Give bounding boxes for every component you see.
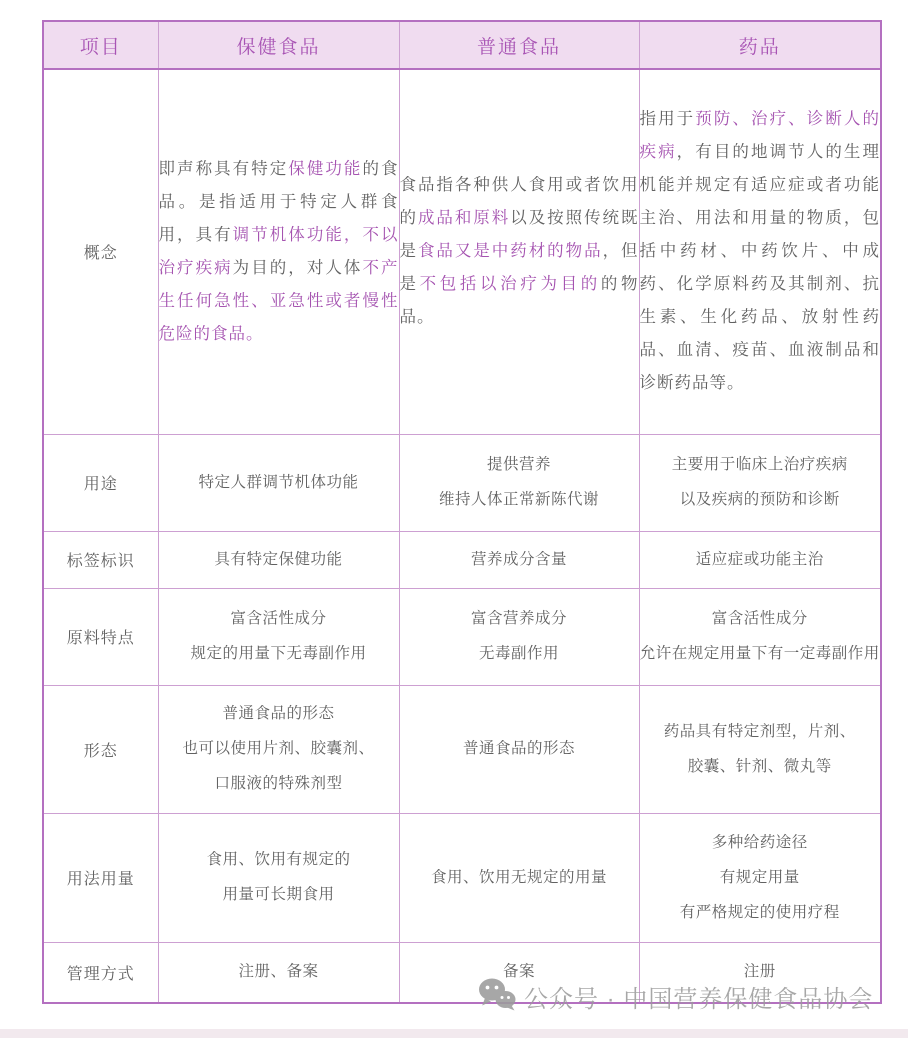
table-cell	[158, 531, 399, 588]
cell-line: 胶囊、针剂、微丸等	[687, 757, 832, 775]
highlighted-text: 食品又是中药材的物品	[417, 242, 603, 261]
cell-line: 多种给药途径	[711, 833, 808, 851]
cell-line: 口服液的特殊剂型	[214, 775, 343, 792]
cell-line: 富含活性成分	[230, 610, 327, 627]
table-cell	[399, 685, 639, 813]
highlighted-text: 不包括以治疗为目的	[419, 275, 601, 294]
table-cell	[158, 813, 399, 942]
cell-line: 具有特定保健功能	[214, 550, 343, 568]
cell-line: 主要用于临床上治疗疾病	[671, 456, 848, 473]
cell-text: ，有目的地调节人的生理机能并规定有适应症或者功能主治、用法和用量的物质，包括中药材、中药饮片、中成药、化学原料药及其制剂、抗生素、生化药品、放射性药品、血清、疫苗、血液制品和诊断药品等。	[639, 143, 881, 393]
cell-line: 食用、饮用有规定的	[206, 851, 351, 868]
cell-line: 允许在规定用量下有一定毒副作用	[639, 645, 880, 662]
cell-line: 药品具有特定剂型，片剂、	[663, 722, 856, 740]
row-label: 标签标识	[43, 531, 158, 588]
cell-line: 食用、饮用无规定的用量	[430, 868, 607, 886]
header-cell-1: 保健食品	[158, 21, 399, 69]
table-cell	[158, 942, 399, 1003]
cell-line: 维持人体正常新陈代谢	[438, 491, 599, 508]
highlighted-text: 不产生任何急性、亚急性或者慢性危险的食品。	[158, 258, 399, 343]
row-label: 用法用量	[43, 813, 158, 942]
header-row	[43, 21, 881, 69]
cell-line: 普通食品的形态	[222, 705, 335, 722]
table-row	[43, 813, 881, 942]
cell-line: 用量可长期食用	[222, 886, 335, 903]
table-row	[43, 685, 881, 813]
cell-line: 富含活性成分	[711, 610, 808, 627]
watermark-text: 公众号 · 中国营养保健食品协会	[524, 986, 874, 1013]
cell-text: 的食品。是指适用于特定人群食用，具有	[158, 159, 399, 244]
table-cell	[158, 434, 399, 531]
header-cell-2: 普通食品	[399, 21, 639, 69]
watermark	[478, 977, 873, 1016]
cell-text: ，但是	[399, 242, 639, 294]
cell-line: 有严格规定的使用疗程	[679, 903, 840, 921]
row-label: 原料特点	[43, 588, 158, 685]
cell-line: 特定人群调节机体功能	[198, 473, 359, 491]
row-label: 形态	[43, 685, 158, 813]
comparison-table	[42, 20, 882, 1004]
cell-line: 注册、备案	[238, 963, 319, 981]
cell-line: 适应症或功能主治	[695, 550, 824, 568]
table-cell	[639, 434, 881, 531]
cell-line: 有规定用量	[719, 868, 800, 886]
wechat-icon	[478, 977, 516, 1016]
table-body	[43, 69, 881, 1003]
header-cell-0: 项目	[43, 21, 158, 69]
cell-line: 注册	[743, 963, 776, 981]
table-cell	[639, 588, 881, 685]
row-label: 管理方式	[43, 942, 158, 1003]
cell-line: 提供营养	[486, 456, 551, 473]
table-cell	[639, 685, 881, 813]
highlighted-text: 预防、治疗、诊断人的疾病	[639, 110, 881, 162]
table-row	[43, 531, 881, 588]
cell-line: 以及疾病的预防和诊断	[679, 491, 840, 508]
bottom-strip	[0, 1029, 908, 1038]
cell-line: 无毒副作用	[478, 645, 559, 662]
table-cell	[639, 531, 881, 588]
table-cell	[399, 434, 639, 531]
cell-line: 普通食品的形态	[462, 740, 575, 757]
header-cell-3: 药品	[639, 21, 881, 69]
cell-text: 即声称具有特定	[158, 159, 289, 178]
cell-line: 也可以使用片剂、胶囊剂、	[182, 740, 375, 757]
cell-line: 营养成分含量	[470, 550, 567, 568]
table-cell	[639, 813, 881, 942]
cell-text: 指用于	[639, 110, 696, 129]
cell-line: 规定的用量下无毒副作用	[190, 645, 367, 662]
cell-text: 食品指各种供人食用或者饮用的	[399, 176, 639, 228]
cell-text: 以及按照传统既是	[399, 209, 639, 261]
highlighted-text: 保健功能	[288, 159, 363, 178]
cell-text: 为目的，对人体	[232, 258, 363, 277]
highlighted-text: 成品和原料	[417, 209, 511, 228]
table-row	[43, 434, 881, 531]
table-cell	[158, 69, 399, 434]
cell-text: 的物品。	[399, 275, 639, 327]
table-cell	[158, 685, 399, 813]
highlighted-text: 调节机体功能，不以治疗疾病	[158, 225, 399, 277]
table-header	[43, 21, 881, 69]
table-cell	[399, 531, 639, 588]
table-row	[43, 588, 881, 685]
cell-line: 备案	[502, 963, 535, 981]
table-cell	[399, 69, 639, 434]
table-cell	[399, 588, 639, 685]
table-cell	[399, 813, 639, 942]
table-cell	[639, 69, 881, 434]
table-cell	[158, 588, 399, 685]
row-label: 用途	[43, 434, 158, 531]
table-row	[43, 69, 881, 434]
row-label: 概念	[43, 69, 158, 434]
cell-line: 富含营养成分	[470, 610, 567, 627]
